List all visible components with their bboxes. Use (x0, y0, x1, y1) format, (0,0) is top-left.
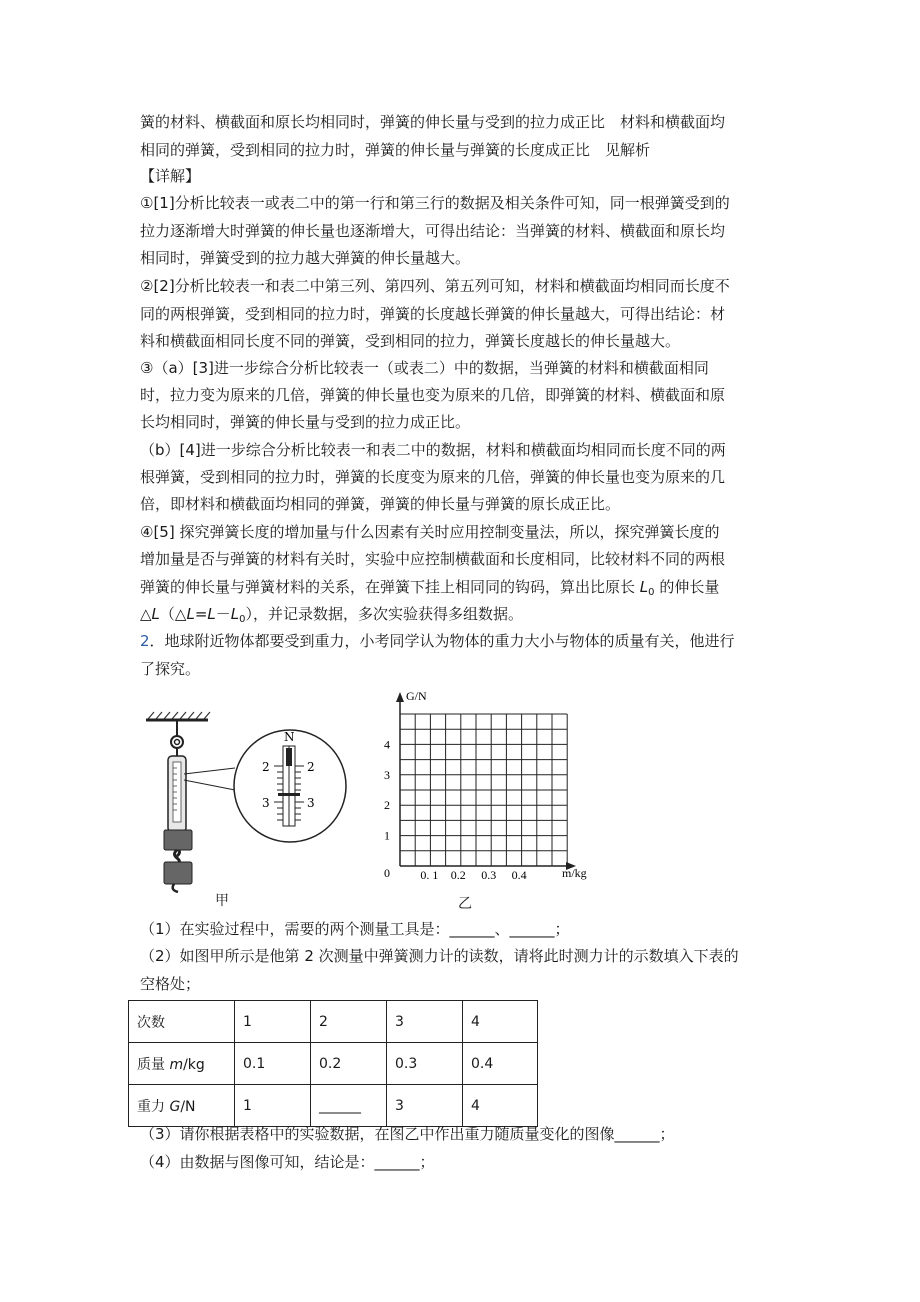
text-line: 长均相同时，弹簧的伸长量与受到的拉力成正比。 (140, 413, 471, 431)
text-line: 簧的材料、横截面和原长均相同时，弹簧的伸长量与受到的拉力成正比 材料和横截面均 (140, 113, 726, 131)
text-line: 时，拉力变为原来的几倍，弹簧的伸长量也变为原来的几倍，即弹簧的材料、横截面和原 (140, 386, 726, 404)
y-tick-label: 2 (384, 798, 390, 813)
table-cell: 0.3 (387, 1043, 463, 1085)
table-cell: 质量 m/kg (129, 1043, 235, 1085)
text-line: 倍，即材料和横截面均相同的弹簧，弹簧的伸长量与弹簧的原长成正比。 (140, 495, 621, 513)
sub-question-1: （1）在实验过程中，需要的两个测量工具是：______、______； (140, 920, 570, 938)
table-cell: 1 (235, 1001, 311, 1043)
y-axis-label: G/N (406, 689, 427, 703)
table-cell: ______ (311, 1085, 387, 1127)
x-axis-label: m/kg (562, 866, 587, 880)
text-line: ①[1]分析比较表一或表二中的第一行和第三行的数据及相关条件可知，同一根弹簧受到的 (140, 194, 730, 212)
text-line: 相同的弹簧，受到相同的拉力时，弹簧的伸长量与弹簧的长度成正比 见解析 (140, 141, 651, 159)
x-tick-label: 0.2 (450, 868, 466, 882)
table-row (129, 1085, 538, 1127)
text-line: 弹簧的伸长量与弹簧材料的关系，在弹簧下挂上相同同的钩码，算出比原长 $L_0$ 的伸长量 (140, 578, 720, 598)
origin-label: 0 (384, 866, 390, 880)
scale-unit-label: N (284, 730, 295, 744)
text-line: 相同时，弹簧受到的拉力越大弹簧的伸长量越大。 (140, 249, 471, 267)
table-cell: 4 (463, 1001, 538, 1043)
question-2-line: 2．地球附近物体都要受到重力，小考同学认为物体的重力大小与物体的质量有关，他进行 (140, 632, 735, 650)
text-line: ②[2]分析比较表一和表二中第三列、第四列、第五列可知，材料和横截面均相同而长度不 (140, 277, 730, 295)
y-tick-label: 1 (384, 828, 390, 843)
sub-question-3: （3）请你根据表格中的实验数据，在图乙中作出重力随质量变化的图像______； (140, 1125, 675, 1143)
table-cell: 3 (387, 1085, 463, 1127)
sub-question-4: （4）由数据与图像可知，结论是：______； (140, 1153, 435, 1171)
figure-yi-grid (370, 688, 600, 888)
figure-jia-spring-scale (140, 708, 360, 893)
figure-yi-label: 乙 (458, 896, 472, 912)
section-heading: 【详解】 (140, 167, 201, 185)
scale-right-3: 3 (307, 796, 315, 810)
text-line: ③（a）[3]进一步综合分析比较表一（或表二）中的数据，当弹簧的材料和横截面相同 (140, 359, 709, 377)
scale-left-2: 2 (262, 760, 270, 774)
text-line: 料和横截面相同长度不同的弹簧，受到相同的拉力，弹簧长度越长的伸长量越大。 (140, 332, 681, 350)
text-line: ④[5] 探究弹簧长度的增加量与什么因素有关时应用控制变量法，所以，探究弹簧长度的 (140, 523, 720, 541)
table-cell: 0.1 (235, 1043, 311, 1085)
table-cell: 1 (235, 1085, 311, 1127)
text-line: $\triangle L(\triangle L=L-L_0)$，并记录数据，多次实验获得多组数据。 (140, 605, 524, 625)
table-cell: 0.4 (463, 1043, 538, 1085)
table-cell: 3 (387, 1001, 463, 1043)
question-number: 2 (140, 632, 150, 650)
y-tick-label: 3 (384, 767, 390, 782)
x-tick-label: 0.4 (511, 868, 527, 882)
text-line: 拉力逐渐增大时弹簧的伸长量也逐渐增大，可得出结论：当弹簧的材料、横截面和原长均 (140, 222, 726, 240)
figure-jia-label: 甲 (215, 893, 229, 909)
y-tick-label: 4 (384, 737, 390, 752)
sub-question-2: （2）如图甲所示是他第 2 次测量中弹簧测力计的读数，请将此时测力计的示数填入下表的 (140, 947, 739, 965)
data-table (128, 1000, 538, 1127)
text-line: 同的两根弹簧，受到相同的拉力时，弹簧的长度越长弹簧的伸长量越大，可得出结论：材 (140, 305, 726, 323)
table-cell: 4 (463, 1085, 538, 1127)
table-row (129, 1043, 538, 1085)
text-line: 增加量是否与弹簧的材料有关时，实验中应控制横截面和长度相同，比较材料不同的两根 (140, 550, 726, 568)
x-tick-label: 0.3 (481, 868, 497, 882)
table-row (129, 1001, 538, 1043)
text-line: 空格处； (140, 975, 201, 993)
scale-right-2: 2 (307, 760, 315, 774)
scale-left-3: 3 (262, 796, 270, 810)
table-cell: 2 (311, 1001, 387, 1043)
table-cell: 次数 (129, 1001, 235, 1043)
table-cell: 0.2 (311, 1043, 387, 1085)
x-tick-label: 0. 1 (420, 868, 439, 882)
text-line: 根弹簧，受到相同的拉力时，弹簧的长度变为原来的几倍，弹簧的伸长量也变为原来的几 (140, 468, 726, 486)
table-cell: 重力 G/N (129, 1085, 235, 1127)
text-line: （b）[4]进一步综合分析比较表一和表二中的数据，材料和横截面均相同而长度不同的两 (140, 441, 726, 459)
text-line: 了探究。 (140, 660, 201, 678)
